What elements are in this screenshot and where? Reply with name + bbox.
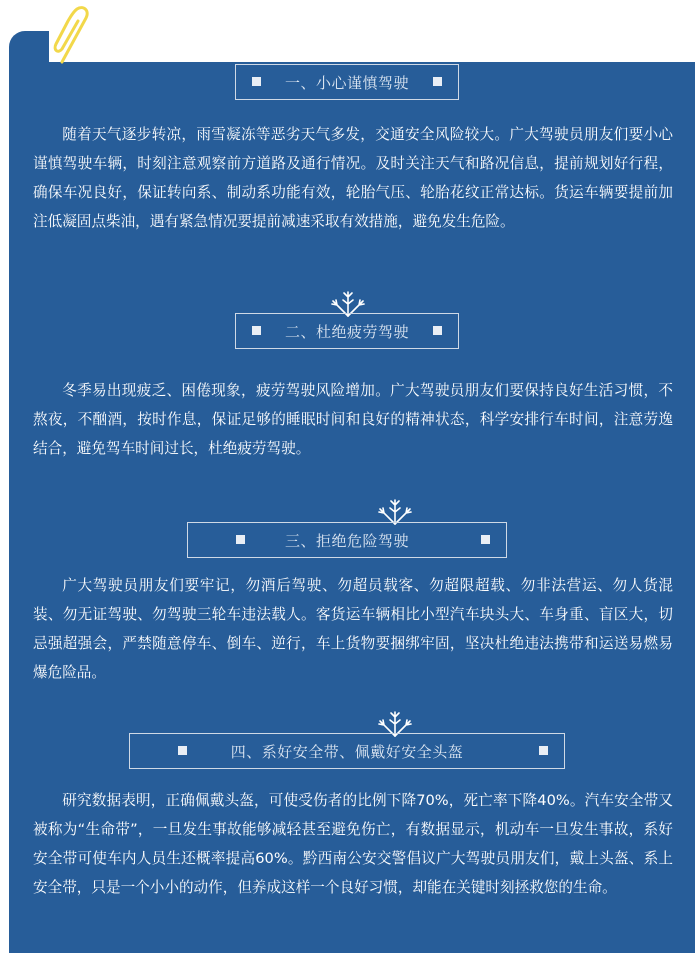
paperclip-icon bbox=[50, 4, 96, 66]
bullet-square bbox=[178, 746, 187, 755]
bullet-square bbox=[481, 535, 490, 544]
section-title-1: 一、小心谨慎驾驶 bbox=[284, 73, 409, 92]
section-title-2: 二、杜绝疲劳驾驶 bbox=[284, 322, 409, 341]
section-body-3: 广大驾驶员朋友们要牢记，勿酒后驾驶、勿超员载客、勿超限超载、勿非法营运、勿人货混装、勿无证驾驶、勿驾驶三轮车违法载人。客货运车辆相比小型汽车块头大、车身重、盲区大，切忌强超强会，严禁随意停车、倒车、逆行，车上货物要捆绑牢固，坚决杜绝违法携带和运送易燃易爆危险品。 bbox=[33, 577, 673, 681]
header-tab bbox=[49, 0, 695, 62]
section-body-1: 随着天气逐步转凉，雨雪凝冻等恶劣天气多发，交通安全风险较大。广大驾驶员朋友们要小心谨慎驾驶车辆，时刻注意观察前方道路及通行情况。及时关注天气和路况信息，提前规划好行程，确保车况良好，保证转向系、制动系功能有效，轮胎气压、轮胎花纹正常达标。货运车辆要提前加注低凝固点柴油，遇有紧急情况要提前减速采取有效措施，避免发生危险。 bbox=[33, 126, 673, 230]
section-heading-4 bbox=[129, 733, 565, 769]
section-heading-1 bbox=[235, 64, 459, 100]
section-heading-2 bbox=[235, 313, 459, 349]
section-body-2: 冬季易出现疲乏、困倦现象，疲劳驾驶风险增加。广大驾驶员朋友们要保持良好生活习惯，不熬夜，不酗酒，按时作息，保证足够的睡眠时间和良好的精神状态，科学安排行车时间，注意劳逸结合，避免驾车时间过长，杜绝疲劳驾驶。 bbox=[33, 382, 673, 457]
bullet-square bbox=[252, 77, 261, 86]
bullet-square bbox=[433, 77, 442, 86]
section-title-3: 三、拒绝危险驾驶 bbox=[284, 531, 409, 550]
section-body-4: 研究数据表明，正确佩戴头盔，可使受伤者的比例下降70%，死亡率下降40%。汽车安全带又被称为“生命带”，一旦发生事故能够减轻甚至避免伤亡，有数据显示，机动车一旦发生事故，系好安全带可使车内人员生还概率提高60%。黔西南公安交警倡议广大驾驶员朋友们，戴上头盔、系上安全带，只是一个小小的动作，但养成这样一个良好习惯，却能在关键时刻拯救您的生命。 bbox=[33, 792, 673, 896]
snowflake-icon bbox=[375, 497, 415, 525]
bullet-square bbox=[539, 746, 548, 755]
section-heading-3 bbox=[187, 522, 507, 558]
bullet-square bbox=[252, 326, 261, 335]
bullet-square bbox=[433, 326, 442, 335]
section-title-4: 四、系好安全带、佩戴好安全头盔 bbox=[230, 742, 464, 761]
bullet-square bbox=[236, 535, 245, 544]
